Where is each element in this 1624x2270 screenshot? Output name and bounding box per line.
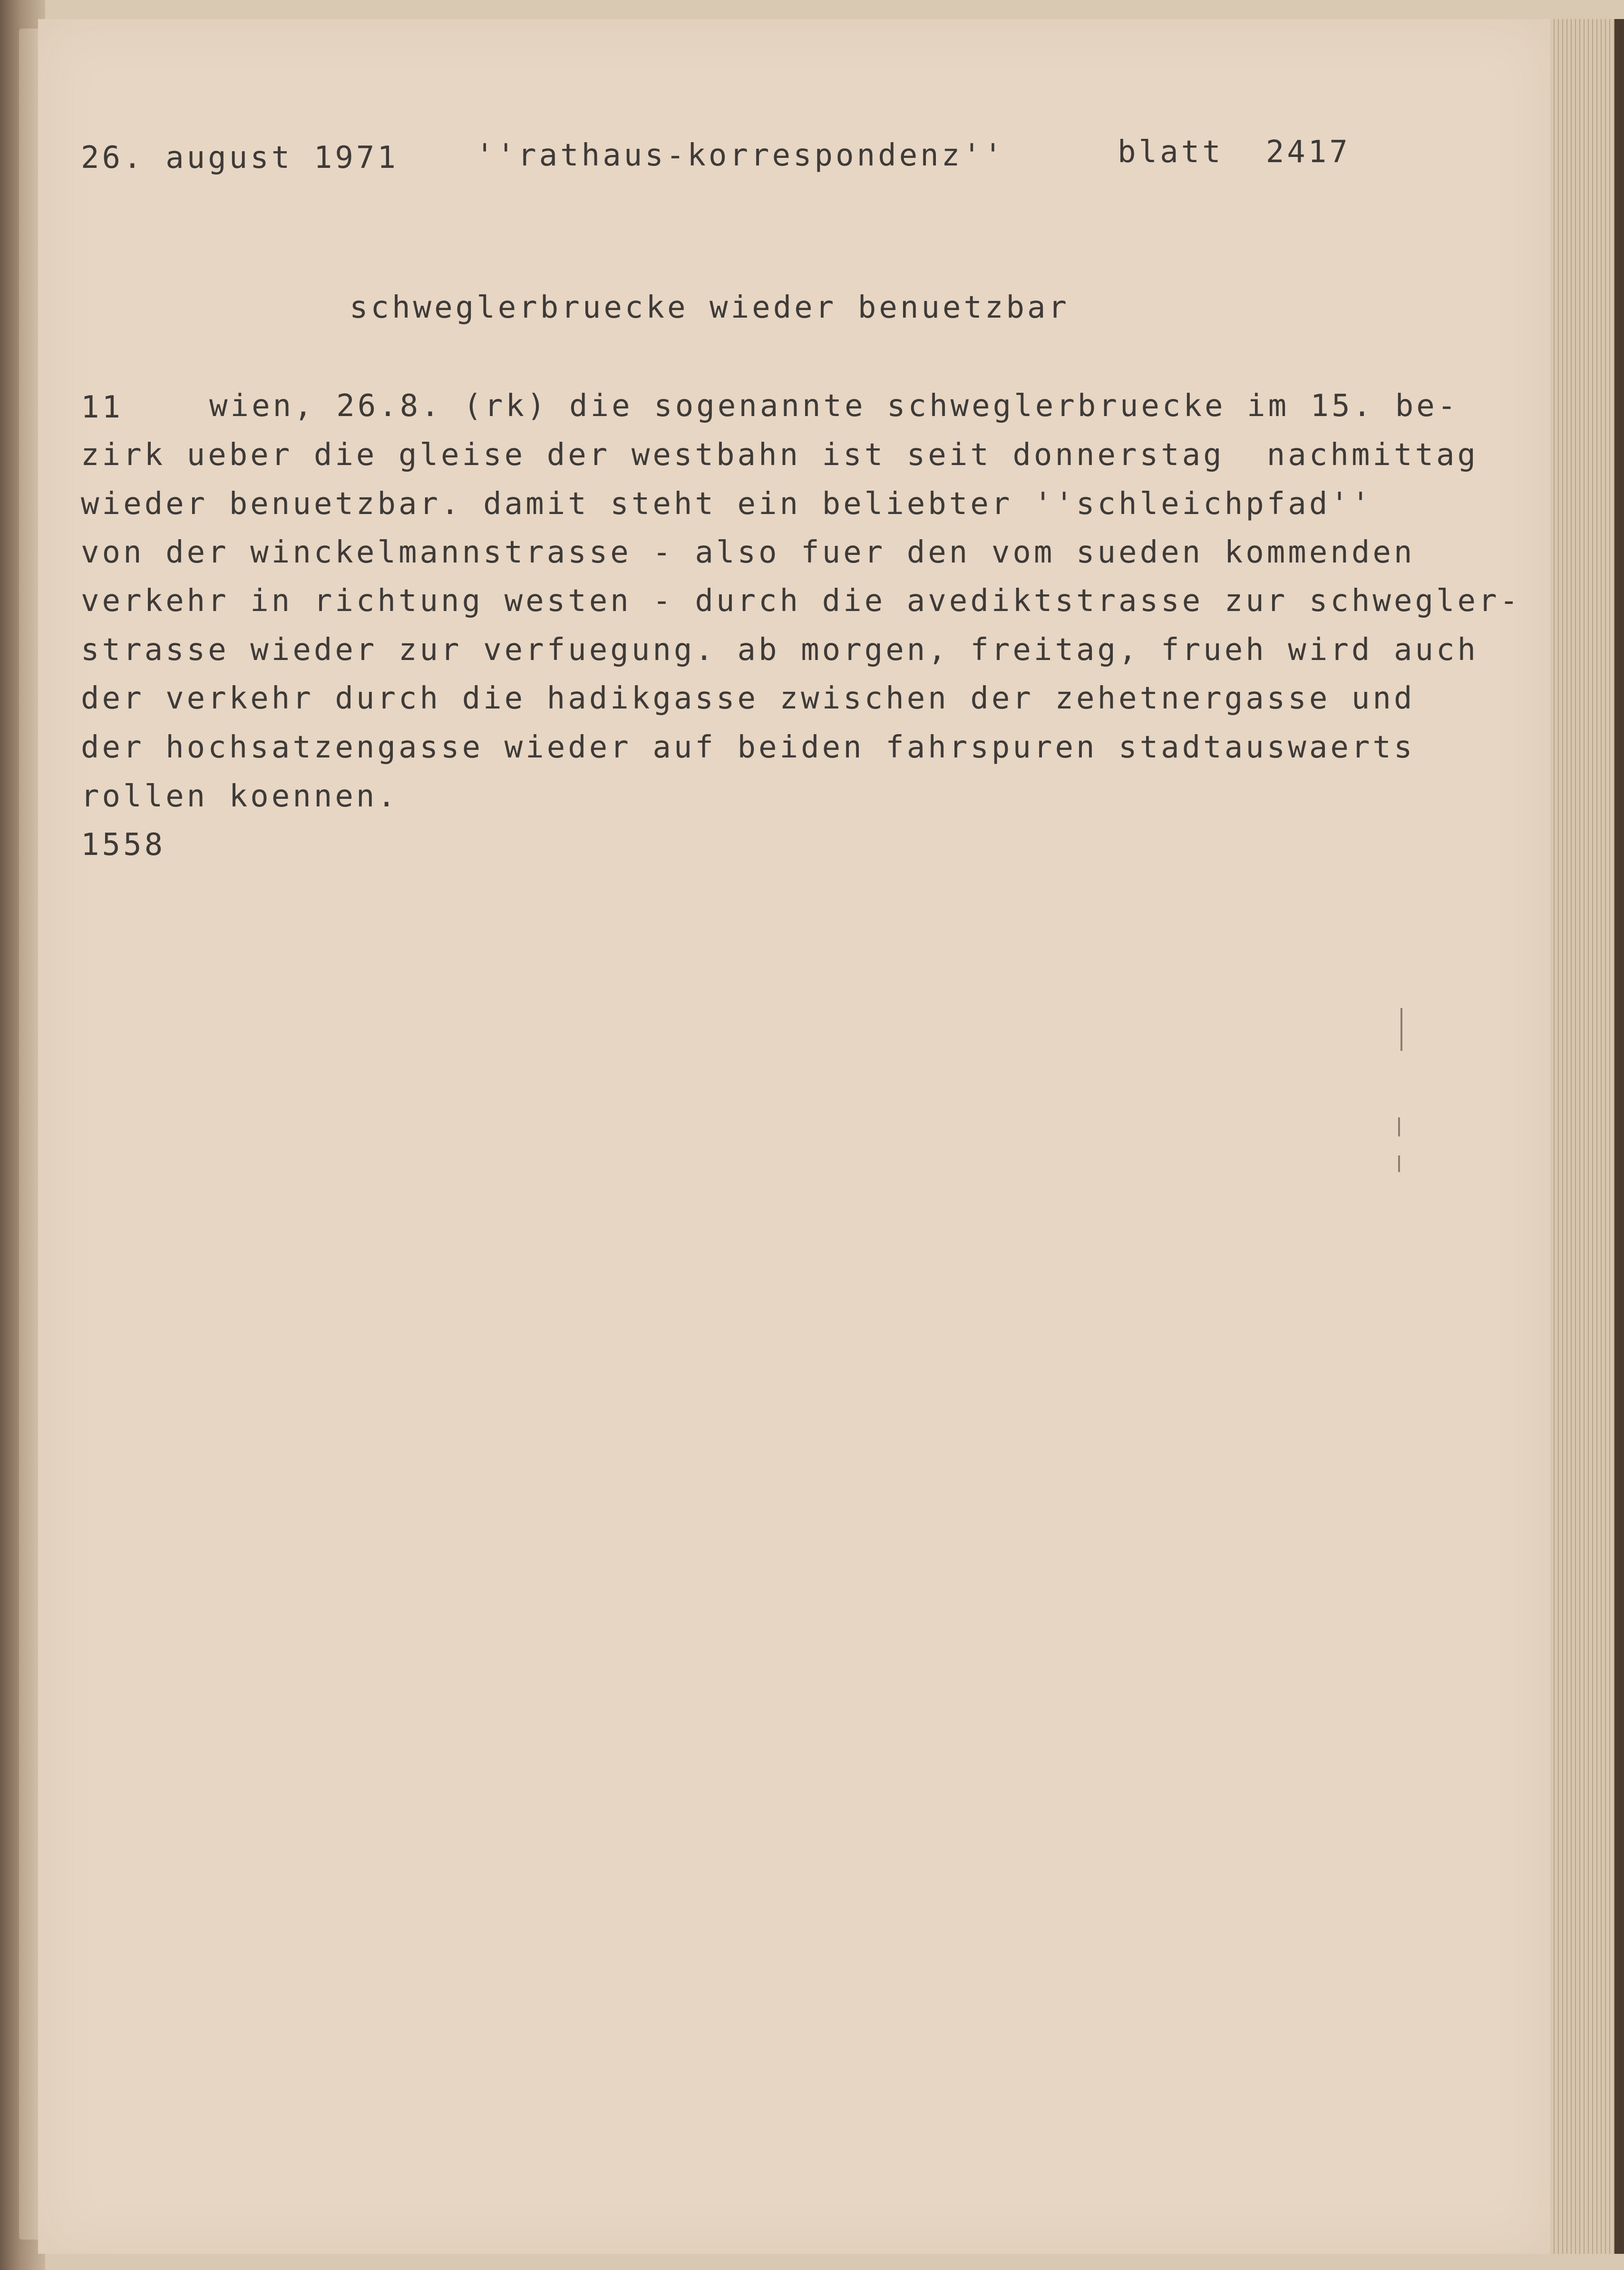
margin-mark <box>1398 1155 1400 1172</box>
body-line: verkehr in richtung westen - durch die avediktstrasse zur schwegler- <box>81 583 1521 619</box>
article-title: schweglerbruecke wieder benuetzbar <box>350 290 1070 325</box>
body-line: der hochsatzengasse wieder auf beiden fahrspuren stadtauswaerts <box>81 730 1415 765</box>
item-number: 11 <box>81 390 124 425</box>
closing-number: 1558 <box>81 827 166 863</box>
body-line: wieder benuetzbar. damit steht ein beliebter ''schleichpfad'' <box>81 486 1373 522</box>
margin-mark <box>1398 1117 1400 1136</box>
header-date: 26. august 1971 <box>81 140 399 175</box>
body-line: zirk ueber die gleise der westbahn ist seit donnerstag nachmittag <box>81 437 1479 473</box>
header-sheet-number: blatt 2417 <box>1118 135 1351 170</box>
margin-mark <box>1400 1008 1402 1051</box>
body-line: der verkehr durch die hadikgasse zwischen der zehetnergasse und <box>81 681 1415 716</box>
body-line: rollen koennen. <box>81 779 399 814</box>
header-source: ''rathaus-korrespondenz'' <box>476 138 1005 173</box>
document-page <box>38 19 1550 2254</box>
body-line: wien, 26.8. (rk) die sogenannte schweglerbruecke im 15. be- <box>209 388 1459 424</box>
page-stack-shadow <box>1614 19 1624 2254</box>
body-line: strasse wieder zur verfuegung. ab morgen, freitag, frueh wird auch <box>81 632 1479 668</box>
page-stack-edge <box>1550 19 1624 2254</box>
body-line: von der winckelmannstrasse - also fuer den vom sueden kommenden <box>81 535 1415 570</box>
